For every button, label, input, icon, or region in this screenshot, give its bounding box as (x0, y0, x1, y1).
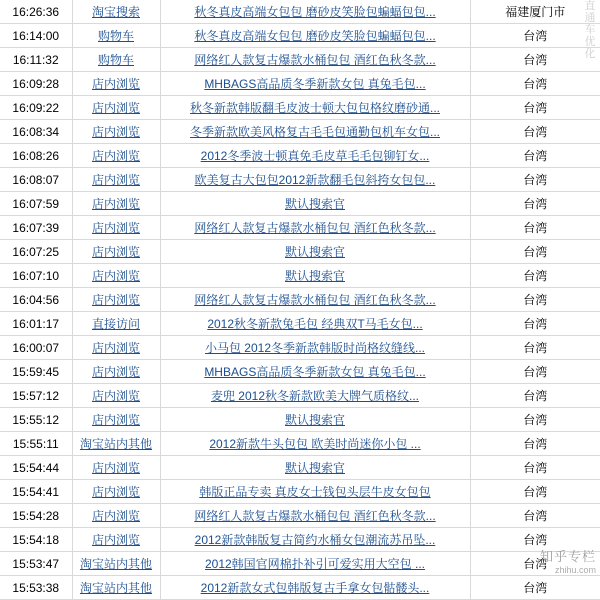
cell-source (72, 528, 160, 552)
cell-region: 台湾 (470, 96, 600, 120)
cell-time: 15:55:11 (0, 432, 72, 456)
keyword-link[interactable]: 2012新款牛头包包 欧美时尚迷你小包 ... (209, 436, 421, 451)
source-link[interactable]: 淘宝站内其他 (79, 580, 152, 595)
keyword-link[interactable]: 2012新款韩版复古简约水桶女包潮流苏吊坠... (194, 532, 436, 547)
cell-source (72, 168, 160, 192)
keyword-link[interactable]: MHBAGS高品质冬季新款女包 真兔毛包... (204, 76, 426, 91)
table-row (0, 240, 600, 264)
cell-keyword (160, 384, 470, 408)
cell-source (72, 576, 160, 600)
keyword-link[interactable]: 2012冬季波士顿真免毛皮草毛毛包铆钉女... (200, 148, 430, 163)
cell-keyword (160, 120, 470, 144)
cell-region: 台湾 (470, 480, 600, 504)
cell-time: 16:07:39 (0, 216, 72, 240)
source-link[interactable]: 店内浏览 (91, 460, 140, 475)
cell-region: 台湾 (470, 288, 600, 312)
cell-source (72, 360, 160, 384)
keyword-link[interactable]: 欧美复古大包包2012新款翻毛包斜挎女包包... (194, 172, 436, 187)
keyword-link[interactable]: 网络红人款复古爆款水桶包包 酒红色秋冬款... (194, 508, 436, 523)
cell-time: 16:08:07 (0, 168, 72, 192)
cell-source (72, 336, 160, 360)
cell-region: 台湾 (470, 504, 600, 528)
cell-source (72, 408, 160, 432)
table-row (0, 192, 600, 216)
cell-keyword (160, 552, 470, 576)
cell-region: 台湾 (470, 528, 600, 552)
cell-region: 台湾 (470, 192, 600, 216)
cell-keyword (160, 192, 470, 216)
cell-keyword (160, 312, 470, 336)
cell-keyword (160, 528, 470, 552)
source-link[interactable]: 淘宝站内其他 (79, 556, 152, 571)
cell-keyword (160, 576, 470, 600)
source-link[interactable]: 店内浏览 (91, 196, 140, 211)
table-row (0, 576, 600, 600)
table-row (0, 288, 600, 312)
cell-keyword (160, 408, 470, 432)
cell-keyword (160, 360, 470, 384)
keyword-link[interactable]: 小马包 2012冬季新款韩版时尚格纹缝线... (204, 340, 426, 355)
source-link[interactable]: 店内浏览 (91, 484, 140, 499)
table-row (0, 456, 600, 480)
cell-time: 15:53:38 (0, 576, 72, 600)
cell-source (72, 24, 160, 48)
keyword-link[interactable]: 网络红人款复古爆款水桶包包 酒红色秋冬款... (194, 292, 436, 307)
keyword-link[interactable]: 默认搜索官 (284, 244, 345, 259)
cell-source (72, 312, 160, 336)
table-row (0, 336, 600, 360)
keyword-link[interactable]: 冬季新款欧美风格复古毛毛包通勤包机车女包... (189, 124, 440, 139)
cell-source (72, 96, 160, 120)
cell-keyword (160, 0, 470, 24)
cell-keyword (160, 24, 470, 48)
table-row (0, 360, 600, 384)
keyword-link[interactable]: MHBAGS高品质冬季新款女包 真兔毛包... (204, 364, 426, 379)
cell-keyword (160, 48, 470, 72)
source-link[interactable]: 店内浏览 (91, 268, 140, 283)
keyword-link[interactable]: 默认搜索官 (284, 196, 345, 211)
table-row (0, 120, 600, 144)
cell-region: 福建厦门市 (470, 0, 600, 24)
cell-region: 台湾 (470, 360, 600, 384)
cell-region: 台湾 (470, 24, 600, 48)
table-row (0, 408, 600, 432)
cell-source (72, 456, 160, 480)
cell-region: 台湾 (470, 216, 600, 240)
cell-source (72, 384, 160, 408)
cell-source (72, 72, 160, 96)
cell-time: 16:04:56 (0, 288, 72, 312)
cell-keyword (160, 480, 470, 504)
cell-time: 16:26:36 (0, 0, 72, 24)
cell-time: 15:59:45 (0, 360, 72, 384)
source-link[interactable]: 店内浏览 (91, 364, 140, 379)
cell-region: 台湾 (470, 264, 600, 288)
table-row (0, 432, 600, 456)
cell-time: 15:53:47 (0, 552, 72, 576)
keyword-link[interactable]: 默认搜索官 (284, 412, 345, 427)
watermark-text: 知乎专栏 (539, 549, 596, 564)
cell-keyword (160, 504, 470, 528)
cell-region: 台湾 (470, 168, 600, 192)
cell-source (72, 216, 160, 240)
cell-source (72, 432, 160, 456)
keyword-link[interactable]: 秋冬新款韩版翻毛皮波士顿大包包格纹磨砂通... (189, 100, 440, 115)
source-link[interactable]: 店内浏览 (91, 532, 140, 547)
cell-source (72, 480, 160, 504)
cell-keyword (160, 288, 470, 312)
keyword-link[interactable]: 麦兜 2012秋冬新款欧美大牌气质格纹... (210, 388, 420, 403)
cell-region: 台湾 (470, 240, 600, 264)
cell-time: 16:08:34 (0, 120, 72, 144)
cell-time: 15:54:18 (0, 528, 72, 552)
cell-source (72, 0, 160, 24)
table-row (0, 264, 600, 288)
keyword-link[interactable]: 2012秋冬新款兔毛包 经典双T马毛女包... (207, 316, 423, 331)
cell-keyword (160, 96, 470, 120)
table-row (0, 216, 600, 240)
table-row (0, 528, 600, 552)
cell-region: 台湾 (470, 552, 600, 576)
source-link[interactable]: 店内浏览 (91, 412, 140, 427)
cell-region: 台湾 (470, 144, 600, 168)
cell-source (72, 240, 160, 264)
cell-source (72, 144, 160, 168)
cell-source (72, 552, 160, 576)
cell-keyword (160, 72, 470, 96)
table-row (0, 144, 600, 168)
cell-keyword (160, 432, 470, 456)
table-row (0, 312, 600, 336)
keyword-link[interactable]: 2012新款女式包韩版复古手拿女包骷髅头... (200, 580, 430, 595)
keyword-link[interactable]: 韩版正品专卖 真皮女士钱包头层牛皮女包包 (199, 484, 431, 499)
cell-keyword (160, 216, 470, 240)
cell-time: 16:09:28 (0, 72, 72, 96)
cell-time: 15:54:44 (0, 456, 72, 480)
vertical-watermark: 直通车优化 (584, 0, 596, 60)
table-row (0, 72, 600, 96)
cell-region: 台湾 (470, 72, 600, 96)
cell-source (72, 288, 160, 312)
watermark-subtext: zhihu.com (554, 565, 596, 575)
cell-region: 台湾 (470, 432, 600, 456)
source-link[interactable]: 店内浏览 (91, 172, 140, 187)
cell-time: 16:08:26 (0, 144, 72, 168)
table-row (0, 552, 600, 576)
table-row (0, 0, 600, 24)
cell-time: 16:09:22 (0, 96, 72, 120)
source-link[interactable]: 淘宝搜索 (91, 4, 140, 19)
source-link[interactable]: 店内浏览 (91, 508, 140, 523)
source-link[interactable]: 店内浏览 (91, 124, 140, 139)
table-row (0, 24, 600, 48)
cell-region: 台湾 (470, 456, 600, 480)
cell-region: 台湾 (470, 312, 600, 336)
cell-keyword (160, 336, 470, 360)
cell-time: 16:07:25 (0, 240, 72, 264)
source-link[interactable]: 购物车 (97, 52, 134, 67)
cell-region: 台湾 (470, 336, 600, 360)
source-link[interactable]: 淘宝站内其他 (79, 436, 152, 451)
source-link[interactable]: 店内浏览 (91, 292, 140, 307)
cell-keyword (160, 168, 470, 192)
table-row (0, 504, 600, 528)
table-row (0, 96, 600, 120)
cell-source (72, 48, 160, 72)
keyword-link[interactable]: 默认搜索官 (284, 460, 345, 475)
table-row (0, 480, 600, 504)
source-link[interactable]: 店内浏览 (91, 244, 140, 259)
cell-source (72, 120, 160, 144)
cell-region: 台湾 (470, 408, 600, 432)
cell-time: 16:01:17 (0, 312, 72, 336)
cell-region: 台湾 (470, 48, 600, 72)
cell-time: 16:07:10 (0, 264, 72, 288)
keyword-link[interactable]: 网络红人款复古爆款水桶包包 酒红色秋冬款... (194, 52, 436, 67)
cell-time: 15:55:12 (0, 408, 72, 432)
cell-source (72, 504, 160, 528)
cell-region: 台湾 (470, 120, 600, 144)
cell-time: 16:00:07 (0, 336, 72, 360)
table-row (0, 384, 600, 408)
source-link[interactable]: 店内浏览 (91, 148, 140, 163)
table-row (0, 48, 600, 72)
cell-time: 15:54:41 (0, 480, 72, 504)
source-link[interactable]: 店内浏览 (91, 100, 140, 115)
source-link[interactable]: 店内浏览 (91, 388, 140, 403)
keyword-link[interactable]: 网络红人款复古爆款水桶包包 酒红色秋冬款... (194, 220, 436, 235)
cell-keyword (160, 240, 470, 264)
cell-region: 台湾 (470, 384, 600, 408)
cell-source (72, 264, 160, 288)
cell-time: 15:54:28 (0, 504, 72, 528)
cell-keyword (160, 144, 470, 168)
cell-keyword (160, 456, 470, 480)
cell-time: 16:11:32 (0, 48, 72, 72)
cell-time: 16:07:59 (0, 192, 72, 216)
keyword-link[interactable]: 秋冬真皮高端女包包 磨砂皮笑脸包蝙蝠包包... (194, 4, 436, 19)
source-link[interactable]: 店内浏览 (91, 76, 140, 91)
cell-keyword (160, 264, 470, 288)
source-link[interactable]: 购物车 (97, 28, 134, 43)
table-row (0, 168, 600, 192)
cell-region: 台湾 (470, 576, 600, 600)
cell-time: 16:14:00 (0, 24, 72, 48)
source-link[interactable]: 店内浏览 (91, 340, 140, 355)
source-link[interactable]: 店内浏览 (91, 220, 140, 235)
cell-source (72, 192, 160, 216)
source-link[interactable]: 直接访问 (91, 316, 140, 331)
keyword-link[interactable]: 默认搜索官 (284, 268, 345, 283)
keyword-link[interactable]: 2012韩国官网棉扑补引可爱实用大空包 ... (204, 556, 426, 571)
cell-time: 15:57:12 (0, 384, 72, 408)
keyword-link[interactable]: 秋冬真皮高端女包包 磨砂皮笑脸包蝙蝠包包... (194, 28, 436, 43)
